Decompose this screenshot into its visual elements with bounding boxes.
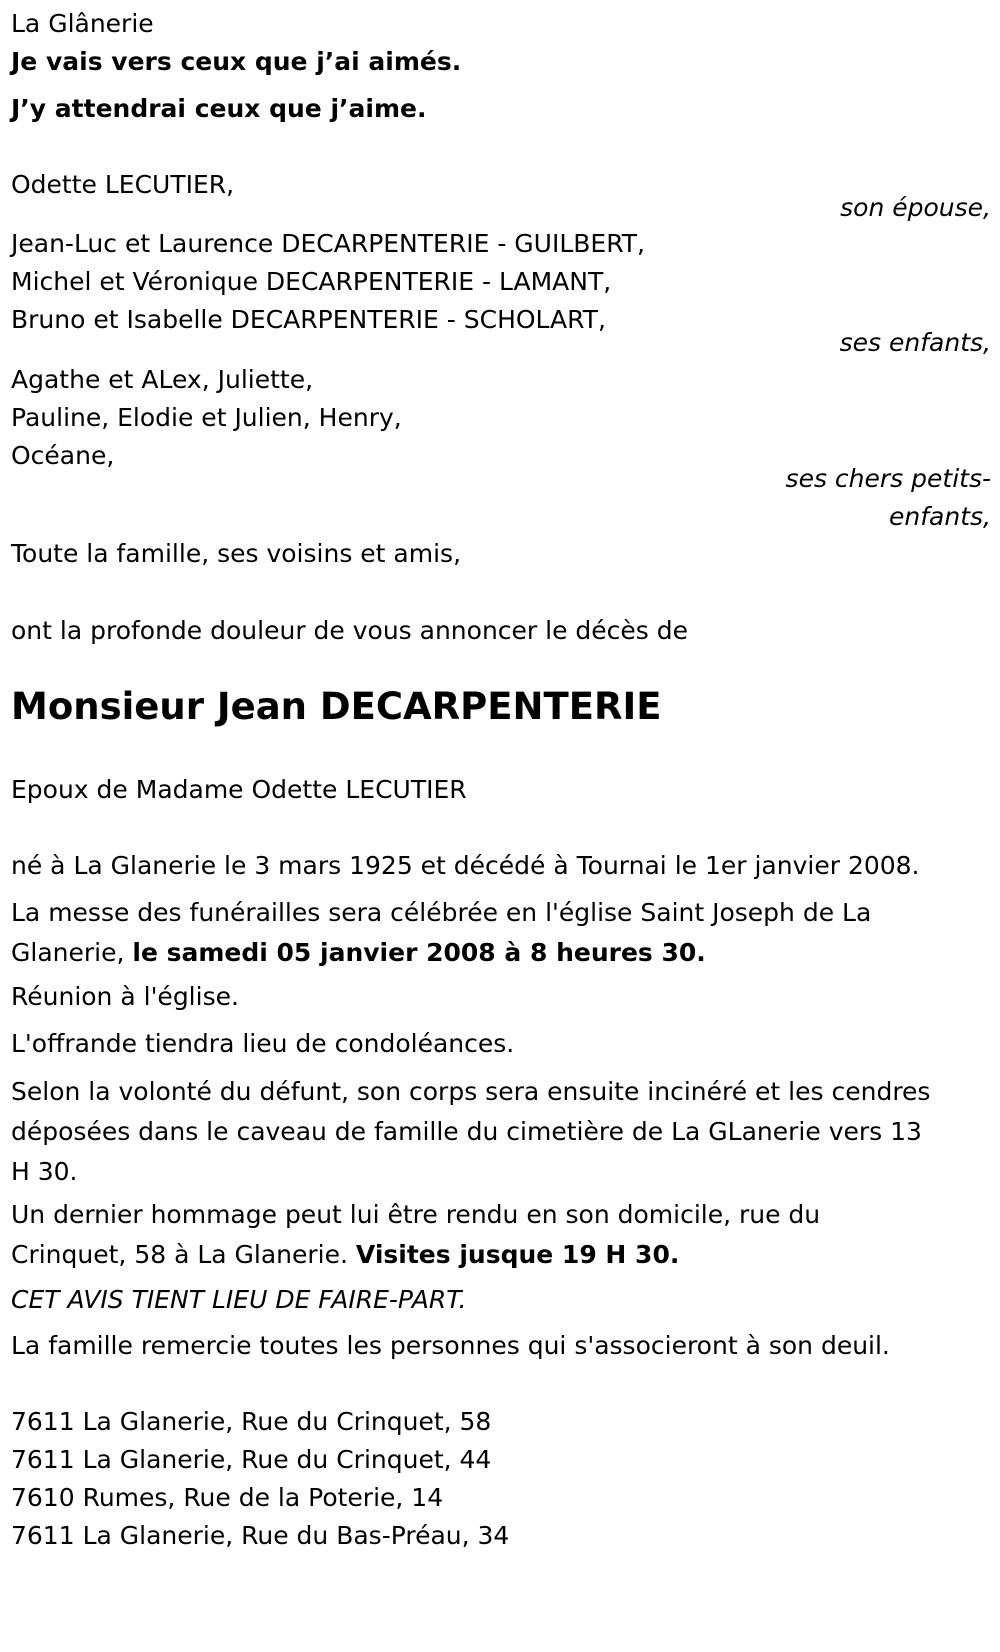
- child-line-2: Michel et Véronique DECARPENTERIE - LAMANT,: [11, 267, 612, 296]
- quote-line-2: J’y attendrai ceux que j’aime.: [11, 94, 427, 123]
- grandchild-line-2: Pauline, Elodie et Julien, Henry,: [11, 403, 402, 432]
- meeting-line: Réunion à l'église.: [11, 982, 239, 1011]
- spouse-name: Odette LECUTIER,: [11, 170, 235, 199]
- address-line-2: 7611 La Glanerie, Rue du Crinquet, 44: [11, 1445, 492, 1474]
- deceased-name: Monsieur Jean DECARPENTERIE: [11, 685, 662, 728]
- spouse-of-line: Epoux de Madame Odette LECUTIER: [11, 775, 467, 804]
- grandchildren-relation-2: enfants,: [889, 502, 991, 531]
- address-line-1: 7611 La Glanerie, Rue du Crinquet, 58: [11, 1407, 492, 1436]
- cremation-paragraph: Selon la volonté du défunt, son corps sera ensuite incinéré et les cendres déposées dans le caveau de famille du cimetière de La GLanerie vers 13 H 30.: [11, 1077, 931, 1186]
- notice-line: CET AVIS TIENT LIEU DE FAIRE-PART.: [11, 1285, 467, 1314]
- grandchildren-relation-1: ses chers petits-: [785, 464, 991, 493]
- children-relation: ses enfants,: [839, 328, 991, 357]
- spouse-relation: son épouse,: [840, 193, 991, 222]
- mass-date: le samedi 05 janvier 2008 à 8 heures 30.: [132, 938, 706, 967]
- mass-text: La messe des funérailles sera célébrée en l'église Saint Joseph de La Glanerie,: [11, 898, 872, 967]
- address-line-3: 7610 Rumes, Rue de la Poterie, 14: [11, 1483, 444, 1512]
- place-name: La Glânerie: [11, 9, 154, 38]
- grandchild-line-3: Océane,: [11, 441, 115, 470]
- birth-death-line: né à La Glanerie le 3 mars 1925 et décédé à Tournai le 1er janvier 2008.: [11, 851, 920, 880]
- grandchild-line-1: Agathe et ALex, Juliette,: [11, 365, 314, 394]
- child-line-1: Jean-Luc et Laurence DECARPENTERIE - GUILBERT,: [11, 229, 645, 258]
- announcement-intro: ont la profonde douleur de vous annoncer le décès de: [11, 616, 689, 645]
- quote-line-1: Je vais vers ceux que j’ai aimés.: [11, 47, 462, 76]
- visits-text: Visites jusque 19 H 30.: [355, 1240, 680, 1269]
- homage-text: Un dernier hommage peut lui être rendu en son domicile, rue du Crinquet, 58 à La Glanerie.: [11, 1200, 821, 1269]
- mass-paragraph: [11, 893, 941, 973]
- others-line: Toute la famille, ses voisins et amis,: [11, 539, 462, 568]
- thanks-line: La famille remercie toutes les personnes qui s'associeront à son deuil.: [11, 1331, 890, 1360]
- offering-line: L'offrande tiendra lieu de condoléances.: [11, 1029, 515, 1058]
- homage-paragraph: [11, 1195, 861, 1275]
- child-line-3: Bruno et Isabelle DECARPENTERIE - SCHOLART,: [11, 305, 606, 334]
- address-line-4: 7611 La Glanerie, Rue du Bas-Préau, 34: [11, 1521, 510, 1550]
